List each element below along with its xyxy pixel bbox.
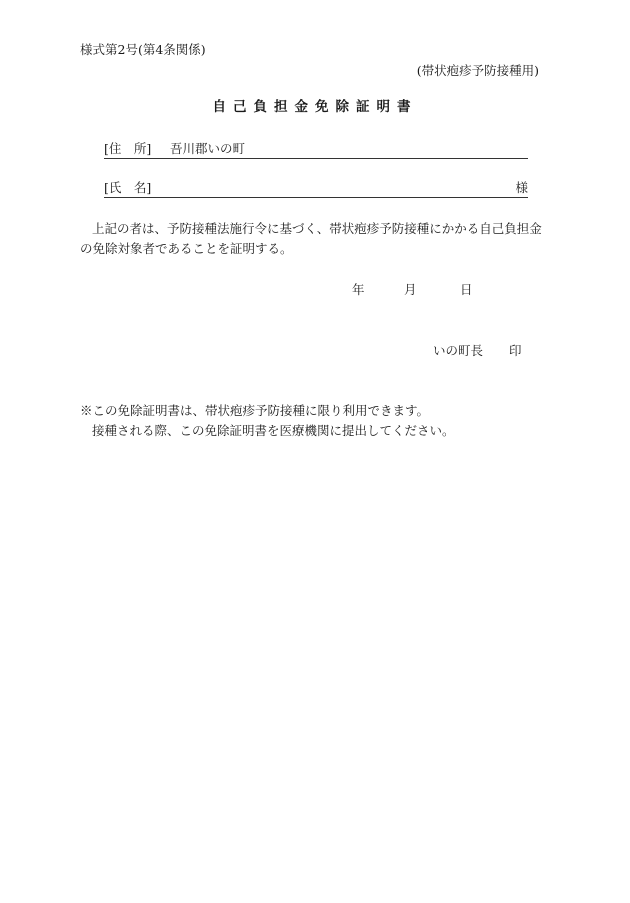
- certification-statement: 上記の者は、予防接種法施行令に基づく、帯状疱疹予防接種にかかる自己負担金の免除対象者であることを証明する。: [80, 221, 542, 256]
- seal-mark: 印: [509, 343, 522, 358]
- honorific: 様: [515, 179, 528, 195]
- date-row: [352, 281, 473, 299]
- name-label: [氏 名]: [104, 179, 152, 195]
- date-year-label: 年: [352, 282, 365, 297]
- address-value: 吾川郡いの町: [170, 140, 246, 156]
- document-title: 自己負担金免除証明書: [212, 99, 418, 115]
- date-day-label: 日: [460, 282, 473, 297]
- issuer-title: いの町長: [433, 343, 484, 358]
- date-month-label: 月: [404, 282, 417, 297]
- note-line-1: ※この免除証明書は、帯状疱疹予防接種に限り利用できます。: [80, 403, 430, 418]
- usage-note: (帯状疱疹予防接種用): [416, 63, 539, 78]
- name-field: [104, 179, 528, 198]
- address-field: [104, 140, 528, 159]
- address-label: [住 所]: [104, 140, 152, 156]
- notes: [80, 401, 455, 441]
- issuer: [433, 342, 522, 360]
- note-line-2: 接種される際、この免除証明書を医療機関に提出してください。: [92, 423, 455, 438]
- form-number: 様式第2号(第4条関係): [80, 42, 206, 57]
